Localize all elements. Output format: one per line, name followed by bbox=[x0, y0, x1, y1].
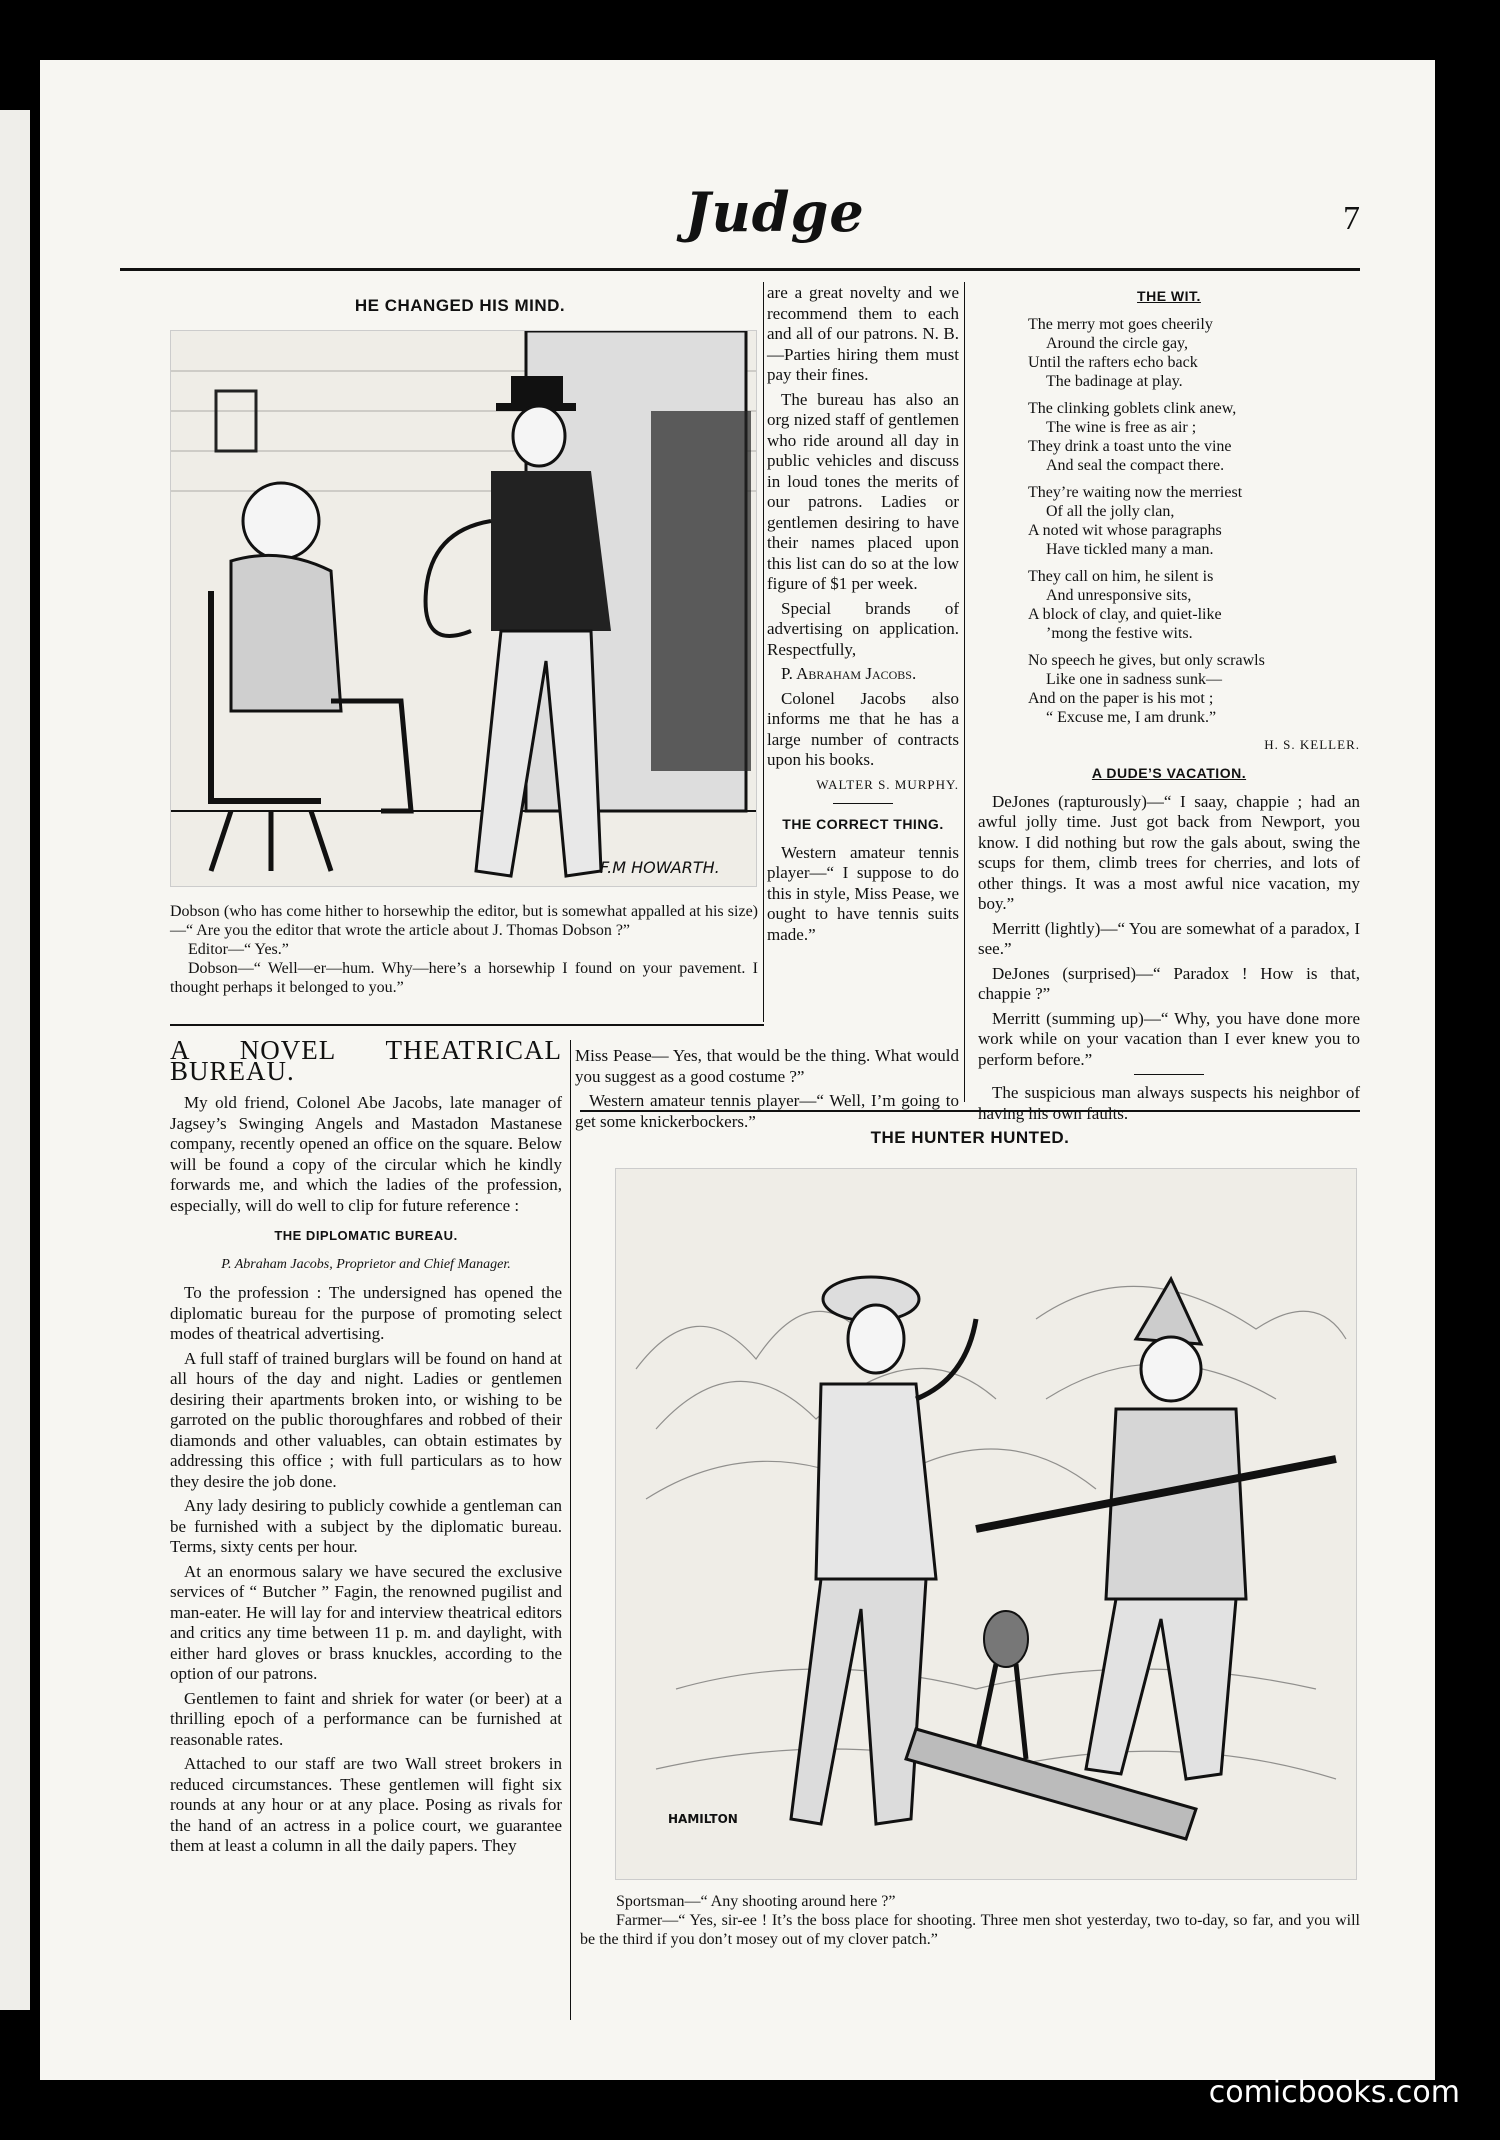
illustration-2 bbox=[615, 1168, 1357, 1880]
horsewhip-scene-drawing bbox=[171, 331, 756, 886]
column-right bbox=[978, 282, 1360, 1128]
section-rule-mid bbox=[170, 1024, 764, 1026]
bureau-paragraph-cont: are a great novelty and we recommend them to each and all of our patrons. N. B.—Parties hiring them must pay their fines. bbox=[767, 283, 959, 384]
wit-line: And seal the compact there. bbox=[1046, 456, 1225, 474]
wit-line: ’mong the festive wits. bbox=[1046, 624, 1193, 642]
wit-line: And on the paper is his mot ; bbox=[1028, 689, 1214, 707]
farmer-line: Farmer—“ Yes, sir-ee ! It’s the boss place for shooting. Three men shot yesterday, two to-day, so far, and you will be the third if you don’t mosey out of my clover patch.” bbox=[580, 1912, 1360, 1948]
caption-line-dobson-2: Dobson—“ Well—er—hum. Why—here’s a horsewhip I found on your pavement. I thought perhaps it belonged to you.” bbox=[170, 960, 758, 996]
illustration-2-title: THE HUNTER HUNTED. bbox=[870, 1128, 1070, 1147]
wit-line: No speech he gives, but only scrawls bbox=[1028, 651, 1265, 669]
hunter-hunted-drawing bbox=[616, 1169, 1356, 1879]
wit-line: Of all the jolly clan, bbox=[1046, 502, 1175, 520]
page-number: 7 bbox=[1343, 200, 1360, 237]
dude-paragraph-3: DeJones (surprised)—“ Paradox ! How is that, chappie ?” bbox=[978, 963, 1360, 1003]
correct-thing-line-2: Miss Pease— Yes, that would be the thing. What would you suggest as a good costume ?” bbox=[575, 1046, 959, 1086]
wit-line: They drink a toast unto the vine bbox=[1028, 437, 1232, 455]
short-rule-right bbox=[1134, 1074, 1204, 1075]
wit-title: THE WIT. bbox=[1137, 288, 1201, 304]
dude-paragraph-1: DeJones (rapturously)—“ I saay, chappie ; had an awful jolly time. Just got back from Newport, you know. I did nothing but row the gals about, swing the scups for them, climb trees for cherries, and lots of other things. It was a most awful nice vacation, my boy.” bbox=[978, 791, 1360, 913]
wit-line: “ Excuse me, I am drunk.” bbox=[1046, 708, 1217, 726]
wit-line: The wine is free as air ; bbox=[1046, 418, 1197, 436]
caption-line-dobson-1: Dobson (who has come hither to horsewhip the editor, but is somewhat appalled at his size)—“ Are you the editor that wrote the article about J. Thomas Dobson ?” bbox=[170, 903, 758, 939]
wit-line: The badinage at play. bbox=[1046, 372, 1183, 390]
illustration-1 bbox=[170, 330, 757, 887]
correct-thing-line-1: Western amateur tennis player—“ I suppose to do this in style, Miss Pease, we ought to have tennis suits made.” bbox=[767, 842, 959, 944]
bureau-para-6: Attached to our staff are two Wall street brokers in reduced circumstances. These gentlemen will fight six rounds at any hour or at any place. Posing as rivals for the hand of an actress in a police court, we guarantee them at least a column in all the daily papers. They bbox=[170, 1754, 562, 1855]
wit-line: Around the circle gay, bbox=[1046, 334, 1189, 352]
caption-line-editor: Editor—“ Yes.” bbox=[188, 941, 289, 958]
illustration-2-credit: HAMILTON bbox=[668, 1812, 738, 1826]
wit-line: They’re waiting now the merriest bbox=[1028, 483, 1243, 501]
sportsman-line: Sportsman—“ Any shooting around here ?” bbox=[616, 1893, 896, 1910]
wit-line: Have tickled many a man. bbox=[1046, 540, 1214, 558]
bureau-intro: My old friend, Colonel Abe Jacobs, late manager of Jagsey’s Swinging Angels and Mastadon Mastanese company, recently opened an office on the square. Below will be found a copy of the circular which he kindly forwards me, and which the ladies of the profession, especially, will do well to clip for future reference : bbox=[170, 1093, 562, 1215]
masthead bbox=[120, 140, 1360, 270]
bureau-signer: P. Abraham Jacobs. bbox=[781, 664, 917, 683]
wit-line: The clinking goblets clink anew, bbox=[1028, 399, 1237, 417]
correct-thing-title: THE CORRECT THING. bbox=[782, 816, 944, 832]
correct-thing-continued bbox=[575, 1046, 959, 1136]
dude-paragraph-2: Merritt (lightly)—“ You are somewhat of a paradox, I see.” bbox=[978, 918, 1360, 958]
illustration-1-caption bbox=[170, 902, 758, 997]
keller-signature: H. S. KELLER. bbox=[1264, 736, 1360, 752]
maxim-paragraph: The suspicious man always suspects his neighbor of having his own faults. bbox=[978, 1083, 1360, 1123]
wit-stanza bbox=[1028, 315, 1360, 391]
facing-page-edge bbox=[0, 110, 30, 2010]
wit-stanza bbox=[1028, 483, 1360, 559]
bureau-paragraph-staff: The bureau has also an org nized staff of gentlemen who ride around all day in public vehicles and discuss in loud tones the merits of our patrons. Ladies or gentlemen desiring to have their names placed upon this list can do so at the low figure of $1 per week. bbox=[767, 389, 959, 593]
wit-line: Until the rafters echo back bbox=[1028, 353, 1198, 371]
column-rule-2 bbox=[964, 282, 965, 1102]
illustration-1-title: HE CHANGED HIS MIND. bbox=[354, 296, 566, 315]
wit-line: And unresponsive sits, bbox=[1046, 586, 1192, 604]
wit-line: Like one in sadness sunk— bbox=[1046, 670, 1222, 688]
column-rule-1 bbox=[763, 282, 764, 1022]
column-rule-3 bbox=[570, 1040, 571, 2020]
theatrical-bureau-title: A NOVEL THEATRICAL BUREAU. bbox=[170, 1035, 562, 1086]
bureau-paragraph-contracts: Colonel Jacobs also informs me that he has a large number of contracts upon his books. bbox=[767, 688, 959, 769]
bureau-para-3: Any lady desiring to publicly cowhide a gentleman can be furnished with a subject by the diplomatic bureau. Terms, sixty cents per hour. bbox=[170, 1496, 562, 1556]
wit-stanza bbox=[1028, 399, 1360, 475]
masthead-rule bbox=[120, 268, 1360, 271]
bureau-para-1: To the profession : The undersigned has opened the diplomatic bureau for the purpose of promoting select modes of theatrical advertising. bbox=[170, 1283, 562, 1343]
illustration-2-caption bbox=[580, 1892, 1360, 1949]
wit-stanza bbox=[1028, 567, 1360, 643]
wit-line: The merry mot goes cheerily bbox=[1028, 315, 1213, 333]
bureau-para-5: Gentlemen to faint and shriek for water (or beer) at a thrilling epoch of a performance can be furnished at reasonable rates. bbox=[170, 1688, 562, 1749]
wit-line: They call on him, he silent is bbox=[1028, 567, 1214, 585]
bureau-paragraph-special: Special brands of advertising on application. Respectfully, bbox=[767, 598, 959, 659]
wit-poem bbox=[978, 315, 1360, 727]
diplomatic-bureau-subtitle: THE DIPLOMATIC BUREAU. bbox=[274, 1228, 458, 1243]
dude-vacation-title: A DUDE’S VACATION. bbox=[1091, 765, 1247, 781]
site-watermark: comicbooks.com bbox=[1208, 2075, 1460, 2110]
illustration-1-credit: F.M HOWARTH. bbox=[600, 858, 720, 877]
dude-paragraph-4: Merritt (summing up)—“ Why, you have done more work while on your vacation than I ever knew you to perform before.” bbox=[978, 1008, 1360, 1069]
column-middle bbox=[767, 283, 959, 949]
short-rule bbox=[833, 803, 893, 804]
judge-logo: Judge bbox=[685, 180, 865, 244]
bureau-para-2: A full staff of trained burglars will be found on hand at all hours of the day and night. Ladies or gentlemen desiring their apartments broken into, or wishing to be garroted on the public thoroughfares and robbed of their diamonds and other valuables, can obtain estimates by addressing this office ; with full particulars as to how they desire the job done. bbox=[170, 1348, 562, 1491]
bureau-para-4: At an enormous salary we have secured the exclusive services of “ Butcher ” Fagin, the renowned pugilist and man-eater. He will lay for and interview theatrical editors and critics any time between 11 p. m. and daylight, with either hard gloves or brass knuckles, according to the option of our patrons. bbox=[170, 1561, 562, 1683]
correct-thing-line-3: Western amateur tennis player—“ Well, I’m going to get some knickerbockers.” bbox=[575, 1091, 959, 1131]
proprietor-line: P. Abraham Jacobs, Proprietor and Chief Manager. bbox=[221, 1256, 511, 1272]
walter-murphy-signature: WALTER S. MURPHY. bbox=[816, 776, 959, 792]
column-left bbox=[170, 1035, 562, 1861]
wit-line: A block of clay, and quiet-like bbox=[1028, 605, 1222, 623]
wit-stanza bbox=[1028, 651, 1360, 727]
wit-line: A noted wit whose paragraphs bbox=[1028, 521, 1222, 539]
